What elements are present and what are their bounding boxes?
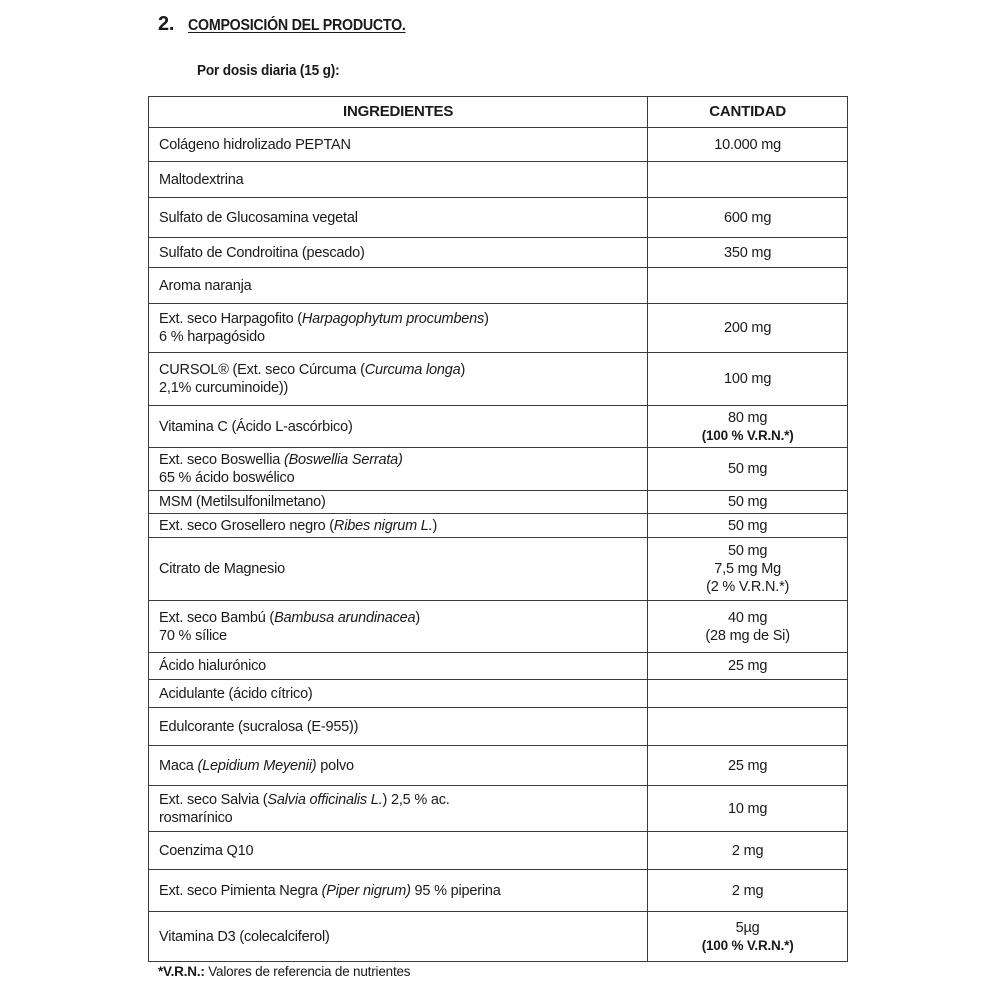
quantity-cell <box>648 238 848 268</box>
quantity-cell <box>648 268 848 304</box>
ingredient-text: Ext. seco Boswellia <box>159 452 284 468</box>
ingredient-text: rosmarínico <box>159 809 233 826</box>
quantity-value: 10.000 mg <box>714 136 781 153</box>
footnote-abbr: *V.R.N.: <box>158 964 205 979</box>
ingredient-latin-name: Bambusa arundinacea <box>274 609 416 626</box>
quantity-value: 7,5 mg Mg <box>714 561 781 577</box>
section-number: 2. <box>158 13 175 35</box>
ingredient-cell <box>149 268 648 304</box>
quantity-value: 80 mg <box>727 409 768 426</box>
ingredient-text: ) <box>484 311 489 327</box>
quantity-vrn: (100 % V.R.N.*) <box>701 937 794 953</box>
ingredient-text: Ext. seco Salvia ( <box>159 791 268 808</box>
ingredient-text: Maca <box>159 757 198 774</box>
quantity-value: 50 mg <box>727 543 768 559</box>
quantity-value: (28 mg de Si) <box>705 627 790 644</box>
ingredient-text: Ext. seco Bambú ( <box>159 609 275 626</box>
ingredient-text: CURSOL® (Ext. seco Cúrcuma ( <box>159 362 365 378</box>
quantity-cell <box>648 870 848 912</box>
footnote <box>158 964 410 979</box>
table-row <box>149 238 848 268</box>
quantity-cell <box>648 680 848 708</box>
table-row <box>149 870 848 912</box>
quantity-value: 100 mg <box>724 371 772 387</box>
ingredient-text: Vitamina D3 (colecalciferol) <box>159 928 330 945</box>
table-row <box>149 912 848 962</box>
table-row <box>149 448 848 491</box>
quantity-value: 50 mg <box>727 461 768 477</box>
ingredient-cell <box>149 406 648 448</box>
quantity-vrn: (100 % V.R.N.*) <box>701 427 794 443</box>
ingredient-latin-name: (Piper nigrum) <box>321 882 411 899</box>
table-row <box>149 304 848 353</box>
table-row <box>149 832 848 870</box>
dose-label: Por dosis diaria (15 g): <box>197 63 340 79</box>
quantity-cell <box>648 786 848 832</box>
ingredient-latin-name: Harpagophytum procumbens <box>301 311 485 327</box>
quantity-cell <box>648 912 848 962</box>
table-row <box>149 198 848 238</box>
quantity-cell <box>648 601 848 653</box>
ingredient-cell <box>149 870 648 912</box>
table-row <box>149 491 848 514</box>
table-row <box>149 538 848 601</box>
quantity-cell <box>648 832 848 870</box>
ingredient-latin-name: Ribes nigrum L. <box>333 517 433 534</box>
quantity-cell <box>648 198 848 238</box>
quantity-cell <box>648 514 848 538</box>
quantity-value: 5µg <box>735 919 760 936</box>
ingredient-cell <box>149 832 648 870</box>
quantity-cell <box>648 162 848 198</box>
ingredient-cell <box>149 353 648 406</box>
quantity-value: 350 mg <box>724 244 772 261</box>
header-quantity: CANTIDAD <box>648 97 848 128</box>
ingredient-text: Ácido hialurónico <box>159 658 267 674</box>
table-row <box>149 353 848 406</box>
ingredient-cell <box>149 680 648 708</box>
quantity-vrn: (2 % V.R.N.*) <box>706 579 790 595</box>
ingredient-text: Sulfato de Glucosamina vegetal <box>159 209 358 226</box>
ingredient-cell <box>149 746 648 786</box>
ingredient-text: Sulfato de Condroitina (pescado) <box>159 244 365 261</box>
ingredient-text: Edulcorante (sucralosa (E-955)) <box>159 718 359 735</box>
section-heading <box>158 13 425 36</box>
quantity-value: 25 mg <box>727 757 768 774</box>
ingredient-text: polvo <box>316 757 354 774</box>
ingredient-text: Ext. seco Harpagofito ( <box>159 311 302 327</box>
ingredient-text: 95 % piperina <box>410 882 501 899</box>
quantity-cell <box>648 406 848 448</box>
ingredient-cell <box>149 912 648 962</box>
ingredient-text: 70 % sílice <box>159 627 227 644</box>
table-row <box>149 708 848 746</box>
quantity-value: 50 mg <box>727 517 768 534</box>
quantity-value: 2 mg <box>731 882 764 899</box>
ingredient-cell <box>149 162 648 198</box>
ingredient-latin-name: (Lepidium Meyenii) <box>197 757 317 774</box>
ingredient-text: ) <box>460 362 466 378</box>
table-row <box>149 128 848 162</box>
table-row <box>149 162 848 198</box>
ingredient-cell <box>149 653 648 680</box>
ingredient-text: MSM (Metilsulfonilmetano) <box>159 494 326 510</box>
quantity-value: 50 mg <box>727 494 768 510</box>
table-row <box>149 601 848 653</box>
ingredient-text: ) 2,5 % ac. <box>382 791 450 808</box>
table-row <box>149 514 848 538</box>
ingredient-cell <box>149 238 648 268</box>
ingredient-cell <box>149 708 648 746</box>
table-row <box>149 268 848 304</box>
composition-table <box>148 96 848 962</box>
ingredient-text: Ext. seco Grosellero negro ( <box>159 517 334 534</box>
quantity-value: 2 mg <box>731 842 764 859</box>
ingredient-text: Acidulante (ácido cítrico) <box>159 685 313 702</box>
ingredient-cell <box>149 491 648 514</box>
ingredient-latin-name: Curcuma longa <box>364 362 461 378</box>
quantity-cell <box>648 491 848 514</box>
ingredient-text: 65 % ácido boswélico <box>159 470 295 486</box>
ingredient-text: Colágeno hidrolizado PEPTAN <box>159 136 351 153</box>
ingredient-latin-name: Salvia officinalis L. <box>267 791 383 808</box>
table-row <box>149 746 848 786</box>
ingredient-cell <box>149 304 648 353</box>
quantity-cell <box>648 304 848 353</box>
ingredient-cell <box>149 786 648 832</box>
ingredient-cell <box>149 538 648 601</box>
ingredient-text: 6 % harpagósido <box>159 329 265 345</box>
ingredient-latin-name: (Boswellia Serrata) <box>283 452 403 468</box>
ingredient-text: ) <box>432 517 438 534</box>
quantity-value: 200 mg <box>724 320 772 336</box>
ingredient-text: Coenzima Q10 <box>159 842 254 859</box>
table-body <box>149 128 848 962</box>
quantity-value: 40 mg <box>727 609 768 626</box>
quantity-value: 10 mg <box>727 800 768 817</box>
ingredient-text: Maltodextrina <box>159 171 244 188</box>
ingredient-cell <box>149 128 648 162</box>
quantity-cell <box>648 708 848 746</box>
ingredient-cell <box>149 448 648 491</box>
ingredient-text: Ext. seco Pimienta Negra <box>159 882 322 899</box>
ingredient-text: ) <box>415 609 421 626</box>
ingredient-cell <box>149 198 648 238</box>
quantity-cell <box>648 448 848 491</box>
table-row <box>149 680 848 708</box>
quantity-cell <box>648 653 848 680</box>
ingredient-cell <box>149 601 648 653</box>
ingredient-text: 2,1% curcuminoide)) <box>159 380 289 396</box>
table-row <box>149 406 848 448</box>
ingredient-text: Citrato de Magnesio <box>159 561 285 577</box>
section-title: COMPOSICIÓN DEL PRODUCTO. <box>188 17 406 34</box>
footnote-text: Valores de referencia de nutrientes <box>204 964 411 979</box>
quantity-cell <box>648 746 848 786</box>
table-row <box>149 786 848 832</box>
table-header-row <box>149 97 848 128</box>
quantity-cell <box>648 128 848 162</box>
quantity-value: 600 mg <box>724 209 772 226</box>
ingredient-text: Vitamina C (Ácido L-ascórbico) <box>159 418 353 435</box>
table-row <box>149 653 848 680</box>
ingredient-text: Aroma naranja <box>159 277 252 294</box>
quantity-cell <box>648 353 848 406</box>
quantity-value: 25 mg <box>727 658 768 674</box>
ingredient-cell <box>149 514 648 538</box>
quantity-cell <box>648 538 848 601</box>
header-ingredients: INGREDIENTES <box>149 97 648 128</box>
